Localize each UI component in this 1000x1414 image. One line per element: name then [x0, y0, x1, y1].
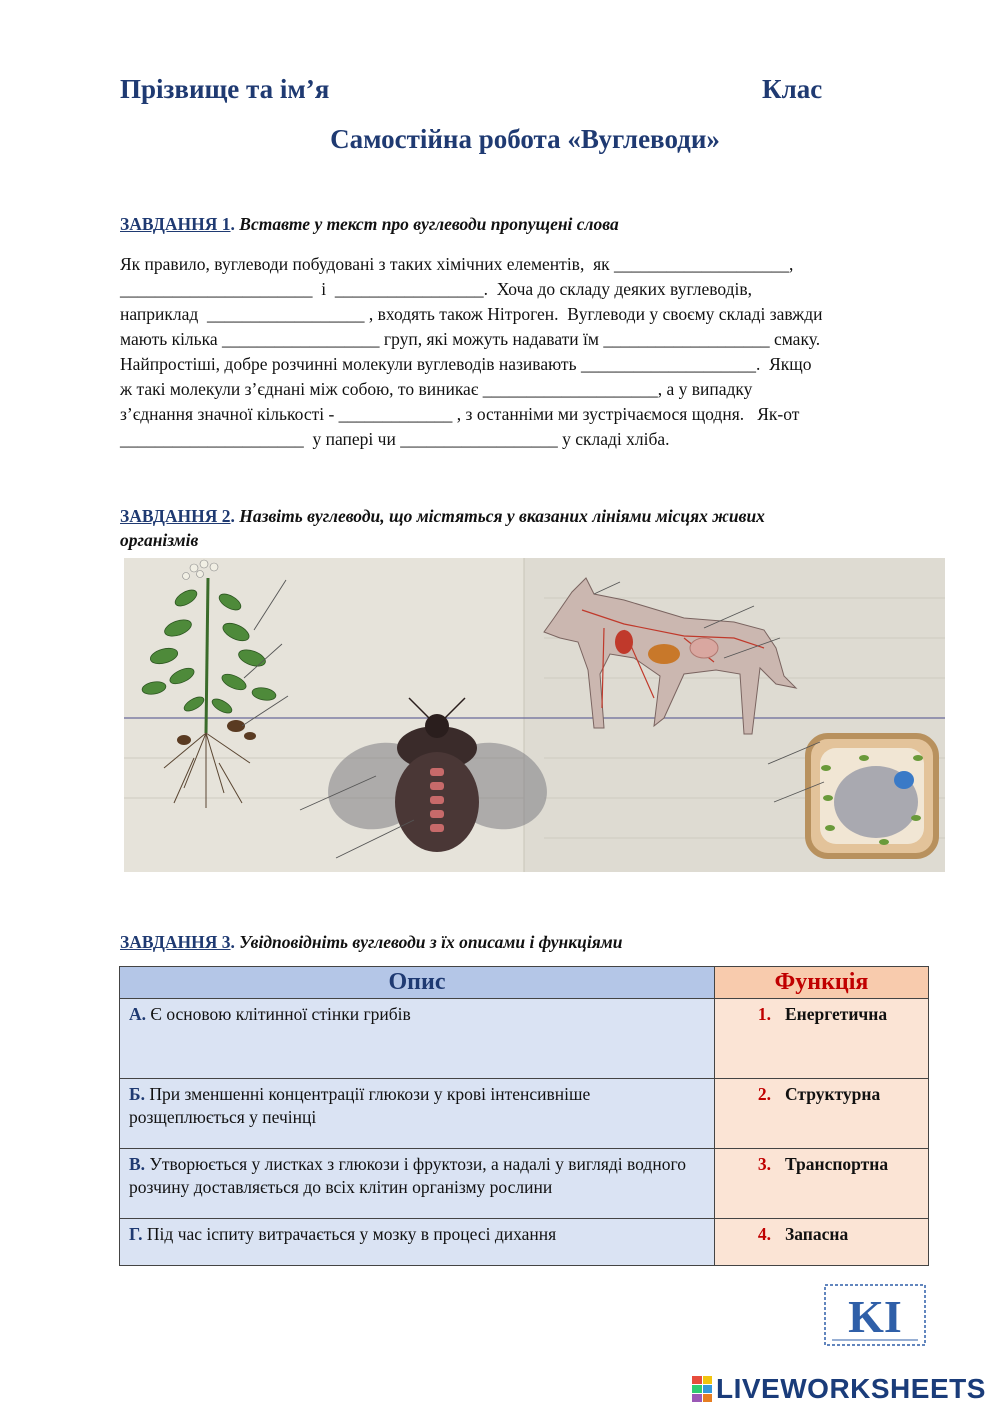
liveworksheets-brand[interactable] — [692, 1373, 986, 1405]
table-row — [120, 999, 929, 1079]
ki-logo — [824, 1284, 926, 1346]
organisms-figure — [124, 558, 945, 872]
ki-logo-text: KI — [848, 1291, 902, 1342]
liveworksheets-icon — [692, 1376, 712, 1402]
table-row — [120, 1219, 929, 1266]
task3-heading: ЗАВДАННЯ 3. Увідповідніть вуглеводи з їх описами і функціями — [120, 932, 623, 952]
task3-number: ЗАВДАННЯ 3 — [120, 932, 231, 952]
task2-instruction-cont: організмів — [120, 530, 199, 550]
table-row — [120, 1149, 929, 1219]
task1-line: Як правило, вуглеводи побудовані з таких хімічних елементів, як ____________________, — [120, 254, 794, 274]
task3-instruction: Увідповідніть вуглеводи з їх описами і функціями — [239, 932, 623, 952]
page-title: Самостійна робота «Вуглеводи» — [330, 124, 720, 154]
task1-number: ЗАВДАННЯ 1 — [120, 214, 231, 234]
liveworksheets-text: LIVEWORKSHEETS — [716, 1373, 986, 1404]
task1-line: Найпростіші, добре розчинні молекули вуглеводів називають ____________________. Якщо — [120, 354, 812, 374]
function-cell: 1. Енергетична — [715, 999, 929, 1079]
name-label: Прізвище та ім’я — [120, 74, 330, 104]
task1-line: ж такі молекули з’єднані між собою, то виникає ____________________, а у випадку — [120, 379, 753, 399]
task1-line: _____________________ у папері чи __________________ у складі хліба. — [120, 429, 670, 449]
task1-line: наприклад __________________ , входять також Нітроген. Вуглеводи у своєму складі завжди — [120, 304, 823, 324]
task1-line: з’єднання значної кількості - _____________ , з останніми ми зустрічаємося щодня. Як-от — [120, 404, 800, 424]
table-row — [120, 1079, 929, 1149]
description-cell: В. Утворюється у листках з глюкози і фруктози, а надалі у вигляді водного розчину доставляється до всіх клітин організму рослини — [120, 1149, 715, 1219]
column-header-description: Опис — [120, 967, 715, 999]
description-cell: Г. Під час іспиту витрачається у мозку в процесі дихання — [120, 1219, 715, 1266]
description-cell: А. Є основою клітинної стінки грибів — [120, 999, 715, 1079]
task1-instruction: Вставте у текст про вуглеводи пропущені слова — [239, 214, 619, 234]
task2-instruction: Назвіть вуглеводи, що містяться у вказаних лініями місцях живих — [239, 506, 765, 526]
description-cell: Б. При зменшенні концентрації глюкози у крові інтенсивніше розщеплюється у печінці — [120, 1079, 715, 1149]
function-cell: 3. Транспортна — [715, 1149, 929, 1219]
task1-heading: ЗАВДАННЯ 1. Вставте у текст про вуглеводи пропущені слова — [120, 214, 619, 234]
task2-number: ЗАВДАННЯ 2 — [120, 506, 231, 526]
function-cell: 4. Запасна — [715, 1219, 929, 1266]
task1-line: ______________________ і _________________. Хоча до складу деяких вуглеводів, — [120, 279, 753, 299]
function-cell: 2. Структурна — [715, 1079, 929, 1149]
matching-table — [119, 966, 929, 1266]
task1-text — [120, 252, 932, 452]
column-header-function: Функція — [715, 967, 929, 999]
class-label: Клас — [762, 74, 823, 104]
task1-line: мають кілька __________________ груп, які можуть надавати їм ___________________ смаку. — [120, 329, 821, 349]
task2-heading: ЗАВДАННЯ 2. Назвіть вуглеводи, що містяться у вказаних лініями місцях живих організмів — [120, 506, 765, 550]
